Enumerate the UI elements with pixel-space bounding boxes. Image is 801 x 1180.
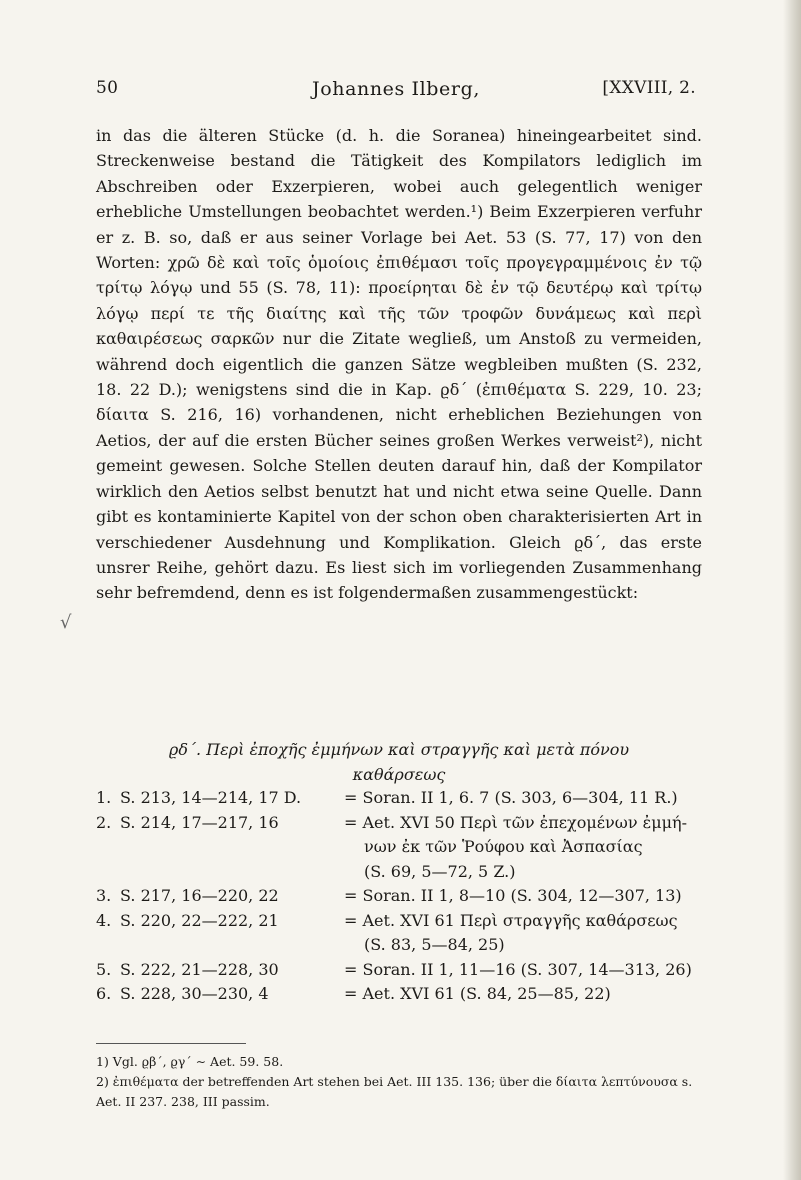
row-number: 6.: [96, 984, 112, 1003]
page-number: 50: [96, 78, 119, 98]
row-number: 3.: [96, 886, 112, 905]
table-row: [96, 960, 702, 985]
row-parallel-continued: (S. 69, 5—72, 5 Z.): [364, 861, 516, 881]
margin-checkmark: √: [60, 612, 72, 633]
table-row: [96, 984, 702, 1009]
chapter-title-line-1: ϱδ´. Περὶ ἐποχῆς ἐμμήνων καὶ στραγγῆς καὶ μετὰ πόνου: [168, 740, 630, 759]
row-parallel: = Soran. II 1, 8—10 (S. 304, 12—307, 13): [344, 886, 682, 905]
concordance-table: [96, 788, 702, 1009]
footnote: 1) Vgl. ϱβ´, ϱγ´ ∼ Aet. 59. 58.: [96, 1054, 284, 1069]
page-edge-shadow: [783, 0, 801, 1180]
row-parallel: = Aet. XVI 50 Περὶ τῶν ἐπεχομένων ἐμμή-: [344, 812, 687, 832]
row-parallel: = Aet. XVI 61 (S. 84, 25—85, 22): [344, 984, 611, 1003]
footnote-rule: [96, 1043, 246, 1044]
running-head-author: Johannes Ilberg,: [311, 78, 480, 100]
running-header: [96, 78, 696, 106]
chapter-heading: [96, 737, 702, 787]
row-parallel: = Aet. XVI 61 Περὶ στραγγῆς καθάρσεως: [344, 910, 678, 930]
row-source-range: S. 217, 16—220, 22: [120, 886, 279, 905]
row-source-range: S. 228, 30—230, 4: [120, 984, 269, 1003]
table-row-continuation: [96, 837, 702, 862]
running-head-volume: [XXVIII, 2.: [602, 78, 696, 98]
row-source-range: S. 214, 17—217, 16: [120, 812, 279, 832]
footnote: 2) ἐπιθέματα der betreffenden Art stehen bei Aet. III 135. 136; über die δίαιτα λεπτύνουσα s. Aet. II 237. 238, III passim.: [96, 1074, 693, 1109]
table-row: [96, 788, 702, 813]
row-parallel-continued: νων ἐκ τῶν Ῥούφου καὶ Ἀσπασίας: [364, 837, 643, 856]
row-parallel-continued: (S. 83, 5—84, 25): [364, 935, 505, 954]
row-source-range: S. 213, 14—214, 17 D.: [120, 788, 302, 807]
row-number: 5.: [96, 959, 112, 979]
main-text: [96, 123, 702, 606]
footnotes: [96, 1052, 702, 1112]
table-row: [96, 886, 702, 911]
row-number: 1.: [96, 788, 112, 807]
chapter-title-line-2: καθάρσεως: [352, 765, 446, 784]
table-row: [96, 813, 702, 838]
row-source-range: S. 220, 22—222, 21: [120, 910, 279, 930]
row-number: 4.: [96, 910, 112, 930]
row-parallel: = Soran. II 1, 11—16 (S. 307, 14—313, 26): [344, 959, 692, 979]
table-row-continuation: [96, 862, 702, 887]
table-row-continuation: [96, 935, 702, 960]
row-source-range: S. 222, 21—228, 30: [120, 959, 279, 979]
body-paragraph: in das die älteren Stücke (d. h. die Soranea) hineingearbeitet sind. Streckenweise bestand die Tätigkeit des Kompilators lediglich im Abschreiben oder Exzerpieren, wobei auch gelegentlich weniger erhebliche Umstellungen beobachtet werden.¹) Beim Exzerpieren verfuhr er z. B. so, daß er aus seiner Vorlage bei Aet. 53 (S. 77, 17) von den Worten: χρῶ δὲ καὶ τοῖς ὁμοίοις ἐπιθέμασι τοῖς προγεγραμμένοις ἐν τῷ τρίτῳ λόγῳ und 55 (S. 78, 11): προείρηται δὲ ἐν τῷ δευτέρῳ καὶ τρίτῳ λόγῳ περί τε τῆς διαίτης καὶ τῆς τῶν τροφῶν δυνάμεως καὶ περὶ καθαιρέσεως σαρκῶν nur die Zitate wegließ, um Anstoß zu vermeiden, während doch eigentlich die ganzen Sätze wegbleiben mußten (S. 232, 18. 22 D.); wenigstens sind die in Kap. ϱδ´ (ἐπιθέματα S. 229, 10. 23; δίαιτα S. 216, 16) vorhandenen, nicht erheblichen Beziehungen von Aetios, der auf die ersten Bücher seines großen Werkes verweist²), nicht gemeint gewesen. Solche Stellen deuten darauf hin, daß der Kompilator wirklich den Aetios selbst benutzt hat und nicht etwa seine Quelle. Dann gibt es kontaminierte Kapitel von der schon oben charakterisierten Art in verschiedener Ausdehnung und Komplikation. Gleich ϱδ´, das erste unsrer Reihe, gehört dazu. Es liest sich im vorliegenden Zusammenhang sehr befremdend, denn es ist folgendermaßen zusammengestückt:: [96, 126, 702, 603]
table-row: [96, 911, 702, 936]
row-parallel: = Soran. II 1, 6. 7 (S. 303, 6—304, 11 R.): [344, 788, 678, 807]
row-number: 2.: [96, 812, 112, 832]
